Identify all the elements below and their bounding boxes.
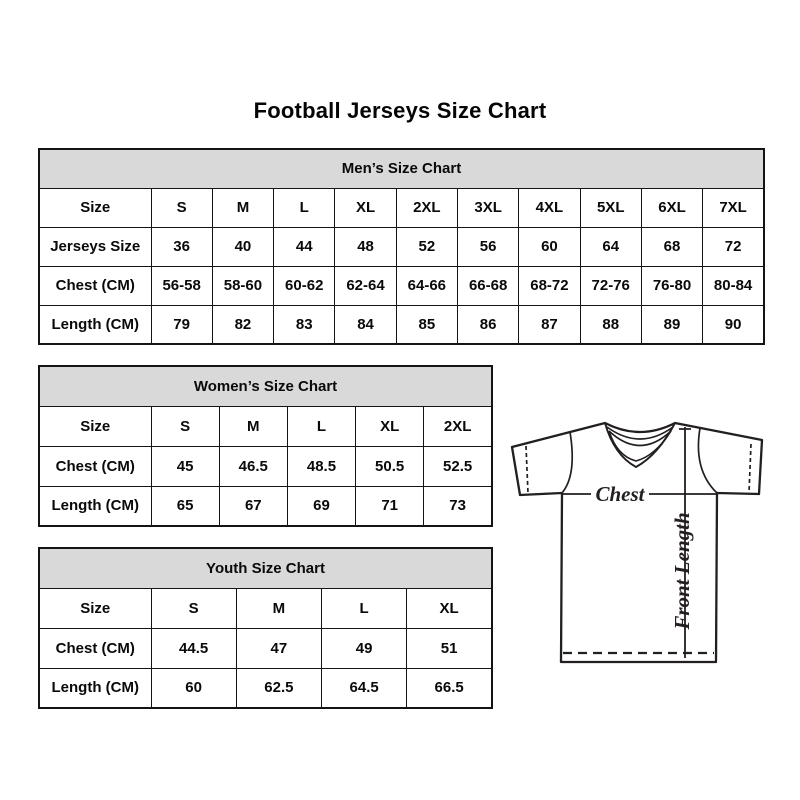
value-cell: 62-64 [335,266,396,305]
table-title: Youth Size Chart [39,548,492,588]
value-cell: 44.5 [151,628,236,668]
size-header-cell: S [151,406,219,446]
value-cell: 66.5 [407,668,492,708]
table-title: Women’s Size Chart [39,366,492,406]
size-header-cell: XL [356,406,424,446]
table-row [39,486,492,526]
size-header-cell: M [236,588,321,628]
mens-size-chart-table [38,148,765,345]
value-cell: 51 [407,628,492,668]
table-title-row [39,366,492,406]
page-title: Football Jerseys Size Chart [253,98,547,123]
value-cell: 64 [580,227,641,266]
value-cell: 47 [236,628,321,668]
table-row [39,227,764,266]
value-cell: 58-60 [212,266,273,305]
table-row [39,668,492,708]
size-header-cell: L [287,406,355,446]
row-label-cell: Size [39,188,151,227]
table-header-row [39,588,492,628]
value-cell: 46.5 [219,446,287,486]
value-cell: 71 [356,486,424,526]
row-label-cell: Length (CM) [39,668,151,708]
value-cell: 60-62 [274,266,335,305]
value-cell: 72 [703,227,764,266]
jersey-measurement-diagram [503,398,775,685]
value-cell: 56-58 [151,266,212,305]
size-header-cell: 3XL [457,188,518,227]
table-header-row [39,188,764,227]
size-header-cell: L [274,188,335,227]
value-cell: 89 [641,305,702,344]
size-header-cell: S [151,188,212,227]
value-cell: 66-68 [457,266,518,305]
value-cell: 68-72 [519,266,580,305]
table-title: Men’s Size Chart [39,149,764,188]
cuff-dash-left [526,446,528,493]
value-cell: 45 [151,446,219,486]
row-label-cell: Size [39,588,151,628]
womens-size-chart-table [38,365,493,527]
table-header-row [39,406,492,446]
value-cell: 49 [322,628,407,668]
value-cell: 84 [335,305,396,344]
table-title-row [39,548,492,588]
size-header-cell: 7XL [703,188,764,227]
cuff-dash-right [749,444,751,493]
size-header-cell: S [151,588,236,628]
value-cell: 69 [287,486,355,526]
size-header-cell: M [219,406,287,446]
row-label-cell: Chest (CM) [39,266,151,305]
size-header-cell: 6XL [641,188,702,227]
size-header-cell: M [212,188,273,227]
value-cell: 68 [641,227,702,266]
value-cell: 83 [274,305,335,344]
value-cell: 64.5 [322,668,407,708]
row-label-cell: Chest (CM) [39,628,151,668]
size-header-cell: XL [335,188,396,227]
row-label-cell: Length (CM) [39,486,151,526]
value-cell: 80-84 [703,266,764,305]
table-title-row [39,149,764,188]
table-row [39,628,492,668]
value-cell: 56 [457,227,518,266]
table-row [39,266,764,305]
size-header-cell: 2XL [424,406,492,446]
value-cell: 90 [703,305,764,344]
value-cell: 52.5 [424,446,492,486]
value-cell: 64-66 [396,266,457,305]
jersey-outline [512,423,762,662]
youth-size-chart-table [38,547,493,709]
value-cell: 50.5 [356,446,424,486]
value-cell: 82 [212,305,273,344]
value-cell: 67 [219,486,287,526]
value-cell: 60 [519,227,580,266]
sleeve-seam-left [562,432,572,493]
value-cell: 86 [457,305,518,344]
size-header-cell: 5XL [580,188,641,227]
size-header-cell: 2XL [396,188,457,227]
size-header-cell: XL [407,588,492,628]
value-cell: 72-76 [580,266,641,305]
row-label-cell: Size [39,406,151,446]
value-cell: 62.5 [236,668,321,708]
value-cell: 36 [151,227,212,266]
table-row [39,305,764,344]
row-label-cell: Jerseys Size [39,227,151,266]
row-label-cell: Chest (CM) [39,446,151,486]
chest-label: Chest [595,482,645,506]
size-header-cell: 4XL [519,188,580,227]
row-label-cell: Length (CM) [39,305,151,344]
sleeve-seam-right [698,428,717,493]
value-cell: 79 [151,305,212,344]
value-cell: 88 [580,305,641,344]
value-cell: 60 [151,668,236,708]
value-cell: 48 [335,227,396,266]
front-length-label: Front Length [670,512,694,630]
value-cell: 40 [212,227,273,266]
value-cell: 85 [396,305,457,344]
table-row [39,446,492,486]
value-cell: 65 [151,486,219,526]
value-cell: 76-80 [641,266,702,305]
value-cell: 48.5 [287,446,355,486]
size-header-cell: L [322,588,407,628]
value-cell: 73 [424,486,492,526]
value-cell: 87 [519,305,580,344]
value-cell: 52 [396,227,457,266]
value-cell: 44 [274,227,335,266]
